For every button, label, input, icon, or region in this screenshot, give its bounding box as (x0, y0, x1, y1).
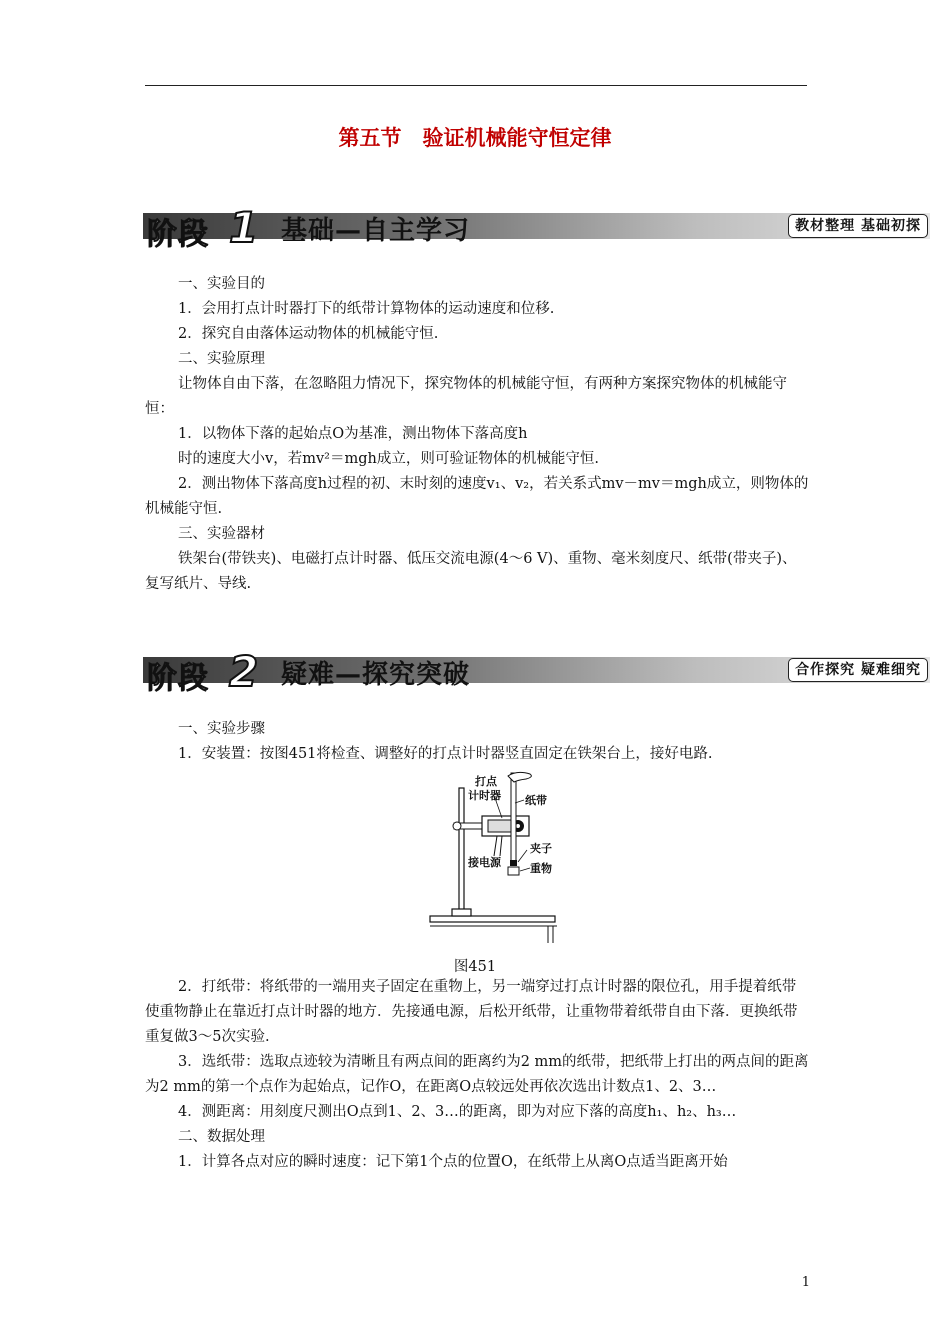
paragraph: 1．以物体下落的起始点O为基准，测出物体下落高度h (178, 426, 528, 442)
stage-tag: 教材整理 基础初探 (788, 214, 928, 238)
label-da-dian: 打点 (475, 775, 497, 788)
stage-label: 阶段 (147, 661, 209, 696)
stage-heading: 基础—自主学习 (281, 216, 471, 246)
paragraph: 1．安装置：按图451将检查、调整好的打点计时器竖直固定在铁架台上，接好电路. (178, 746, 713, 762)
label-timer: 计时器 (468, 789, 501, 802)
stage-number: 1 (229, 203, 259, 252)
section-heading: 一、实验步骤 (178, 721, 265, 737)
paragraph: 2．打纸带：将纸带的一端用夹子固定在重物上，另一端穿过打点计时器的限位孔，用手提着纸带使重物静止在靠近打点计时器的地方．先接通电源，后松开纸带，让重物带着纸带自由下落．更换纸带重复做3～5次实验. (145, 979, 798, 1045)
label-clip: 夹子 (530, 842, 552, 855)
stage-number: 2 (229, 647, 259, 696)
section-heading: 二、数据处理 (178, 1129, 265, 1145)
label-power: 接电源 (468, 856, 501, 869)
stage-tag: 合作探究 疑难细究 (788, 658, 928, 682)
apparatus-figure (422, 768, 567, 943)
paragraph: 铁架台(带铁夹)、电磁打点计时器、低压交流电源(4～6 V)、重物、毫米刻度尺、纸带(带夹子)、复写纸片、导线. (145, 551, 797, 592)
stage2-body-b (145, 975, 809, 1175)
paragraph: 1．计算各点对应的瞬时速度：记下第1个点的位置O，在纸带上从离O点适当距离开始 (178, 1154, 728, 1170)
paragraph: 时的速度大小v，若mv²＝mgh成立，则可验证物体的机械能守恒. (178, 451, 599, 467)
section-heading: 三、实验器材 (178, 526, 265, 542)
page-number: 1 (801, 1275, 810, 1290)
paragraph: 2．测出物体下落高度h过程的初、末时刻的速度v₁、v₂，若关系式mv－mv＝mgh成立，则物体的机械能守恒. (145, 476, 809, 517)
paragraph: 让物体自由下落，在忽略阻力情况下，探究物体的机械能守恒，有两种方案探究物体的机械能守恒： (145, 376, 787, 417)
label-paper-tape: 纸带 (525, 794, 547, 807)
figure-caption: 图451 (453, 959, 497, 975)
stage-heading: 疑难—探究突破 (281, 660, 471, 690)
section-heading: 一、实验目的 (178, 276, 265, 292)
top-rule (145, 85, 807, 86)
stage1-banner (143, 203, 930, 252)
paragraph: 1．会用打点计时器打下的纸带计算物体的运动速度和位移. (178, 301, 555, 317)
stage-label: 阶段 (147, 217, 209, 252)
stage1-body (145, 272, 809, 597)
stage2-banner (143, 647, 930, 696)
paragraph: 2．探究自由落体运动物体的机械能守恒. (178, 326, 439, 342)
label-weight: 重物 (530, 862, 552, 875)
paragraph: 4．测距离：用刻度尺测出O点到1、2、3…的距离，即为对应下落的高度h₁、h₂、h₃… (178, 1104, 737, 1120)
stage2-body-a (145, 717, 809, 767)
section-heading: 二、实验原理 (178, 351, 265, 367)
page-title: 第五节 验证机械能守恒定律 (338, 126, 612, 150)
paragraph: 3．选纸带：选取点迹较为清晰且有两点间的距离约为2 mm的纸带，把纸带上打出的两点间的距离为2 mm的第一个点作为起始点，记作O，在距离O点较远处再依次选出计数点1、2、3… (145, 1054, 809, 1095)
